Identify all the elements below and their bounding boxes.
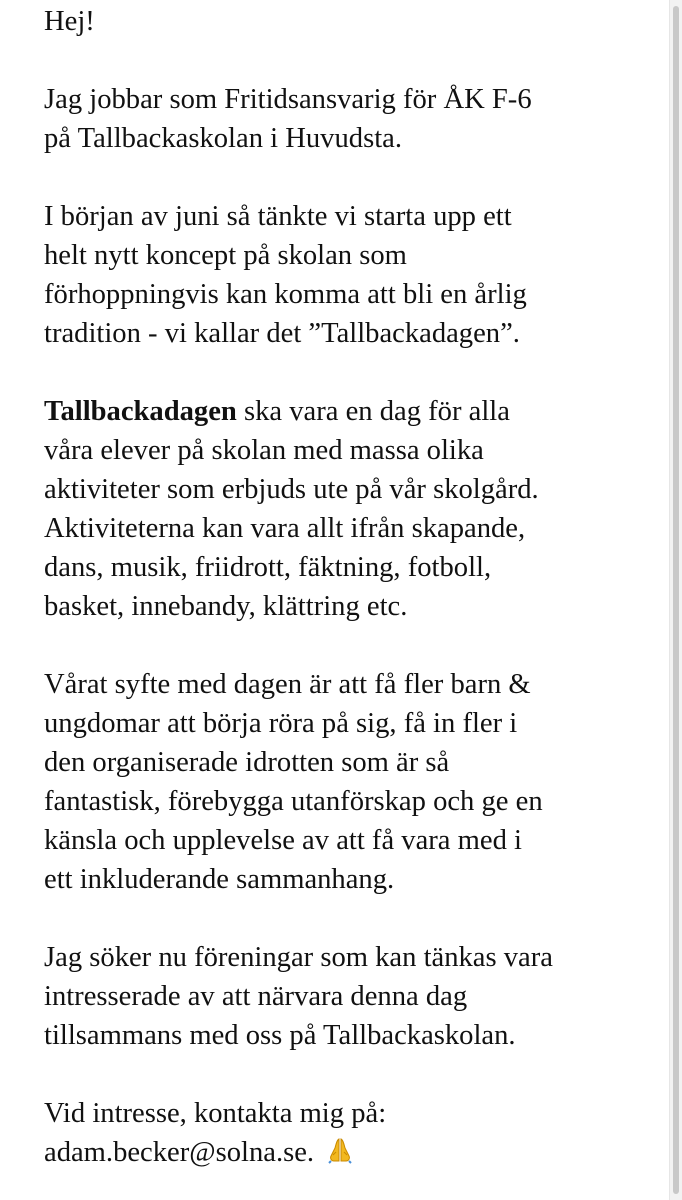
scrollbar-thumb[interactable] [673, 6, 679, 1194]
paragraph-line: på Tallbackaskolan i Huvudsta. [44, 123, 402, 154]
paragraph-line: dans, musik, friidrott, fäktning, fotboll, [44, 552, 492, 583]
paragraph-gap [44, 626, 659, 665]
paragraph-line: helt nytt koncept på skolan som [44, 240, 407, 271]
email-link[interactable]: adam.becker@solna.se. [44, 1137, 315, 1168]
paragraph-line: våra elever på skolan med massa olika [44, 435, 484, 466]
paragraph-line: Vid intresse, kontakta mig på: [44, 1098, 387, 1129]
paragraph-line: känsla och upplevelse av att få vara med i [44, 825, 522, 856]
folded-hands-icon [325, 1135, 355, 1165]
paragraph-intro [44, 80, 659, 158]
paragraph-contact [44, 1094, 659, 1172]
paragraph-line: förhoppningvis kan komma att bli en årlig [44, 279, 527, 310]
paragraph-line: ett inkluderande sammanhang. [44, 864, 395, 895]
message-body [44, 0, 659, 1172]
paragraph-line: ungdomar att börja röra på sig, få in fler i [44, 708, 518, 739]
paragraph-line: fantastisk, förebygga utanförskap och ge en [44, 786, 543, 817]
contact-line [44, 1133, 659, 1172]
paragraph-line: tillsammans med oss på Tallbackaskolan. [44, 1020, 516, 1051]
paragraph-gap [44, 41, 659, 80]
paragraph-line: aktiviteter som erbjuds ute på vår skolgård. [44, 474, 539, 505]
greeting: Hej! [44, 6, 95, 37]
paragraph-gap [44, 158, 659, 197]
line-rest: ska vara en dag för alla [236, 396, 510, 427]
paragraph-line: basket, innebandy, klättring etc. [44, 591, 408, 622]
paragraph-gap [44, 353, 659, 392]
paragraph-line: den organiserade idrotten som är så [44, 747, 450, 778]
paragraph-line: Aktiviteterna kan vara allt ifrån skapande, [44, 513, 526, 544]
paragraph-line: Vårat syfte med dagen är att få fler barn & [44, 669, 531, 700]
paragraph-line: Jag jobbar som Fritidsansvarig för ÅK F-6 [44, 84, 532, 115]
paragraph-line: I början av juni så tänkte vi starta upp ett [44, 201, 512, 232]
paragraph-description [44, 392, 659, 626]
paragraph-line: tradition - vi kallar det ”Tallbackadagen”. [44, 318, 520, 349]
paragraph-line: Jag söker nu föreningar som kan tänkas vara [44, 942, 553, 973]
paragraph-gap [44, 899, 659, 938]
scrollbar-track[interactable] [669, 0, 682, 1200]
paragraph-line [44, 392, 659, 431]
paragraph-gap [44, 1055, 659, 1094]
paragraph-purpose [44, 665, 659, 899]
paragraph-line: intresserade av att närvara denna dag [44, 981, 468, 1012]
paragraph-request [44, 938, 659, 1055]
paragraph-concept [44, 197, 659, 353]
bold-term: Tallbackadagen [44, 396, 237, 427]
